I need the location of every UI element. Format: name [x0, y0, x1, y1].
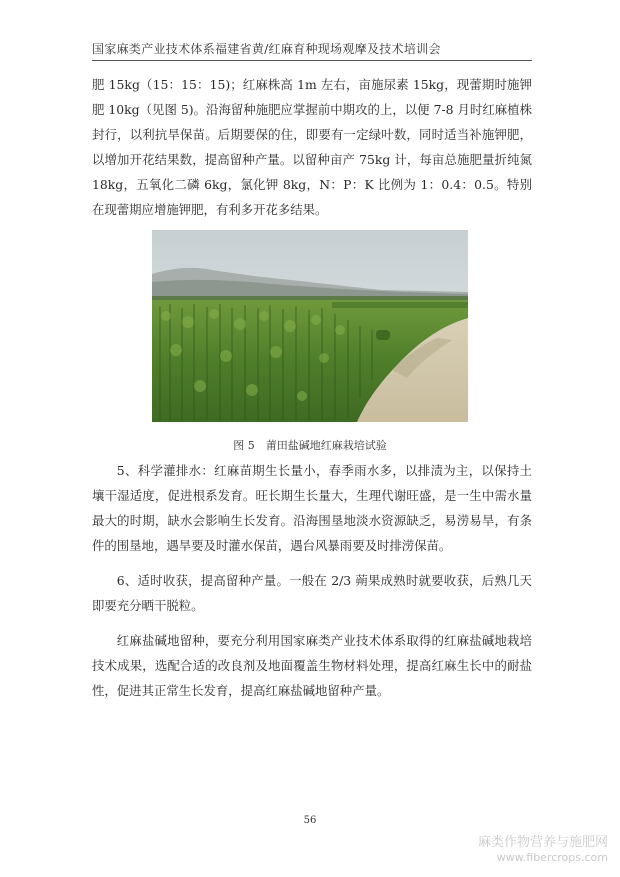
page-number: 56	[303, 815, 317, 826]
running-header: 国家麻类产业技术体系福建省黄/红麻育种现场观摩及技术培训会	[92, 42, 441, 56]
body-paragraph-irrigation: 5、科学灌排水：红麻苗期生长量小，春季雨水多，以排渍为主，以保持土壤干湿适度，促进根系发育。旺长期生长量大，生理代谢旺盛，是一生中需水量最大的时期，缺水会影响生长发育。沿海围垦地淡水资源缺乏，易涝易旱，有条件的围垦地，遇旱要及时灌水保苗，遇台风暴雨要及时排涝保苗。	[92, 463, 532, 553]
body-paragraph-fertilizer: 肥 15kg（15：15：15)；红麻株高 1m 左右，亩施尿素 15kg，现蕾期时施钾肥 10kg（见图 5)。沿海留种施肥应掌握前中期攻的上，以便 7-8 月时红麻植株封行，以利抗旱保苗。后期要保的住，即要有一定绿叶数，同时适当补施钾肥，以增加开花结果数，提高留种产量。以留种亩产 75kg 计，每亩总施肥量折纯氮 18kg，五氧化二磷 6kg，氯化钾 8kg，N：P：K 比例为 1：0.4：0.5。特别在现蕾期应增施钾肥，有利多开花多结果。	[92, 77, 532, 217]
watermark-title: 麻类作物营养与施肥网	[477, 835, 608, 850]
kenaf-field-illustration	[152, 230, 468, 422]
kenaf-field-photo	[152, 230, 468, 422]
watermark-url: www.fibercrops.com	[496, 851, 608, 864]
site-watermark	[478, 835, 608, 865]
body-paragraph-harvest: 6、适时收获，提高留种产量。一般在 2/3 蒴果成熟时就要收获，后熟几天即要充分晒干脱粒。	[92, 573, 532, 613]
body-paragraph-conclusion: 红麻盐碱地留种，要充分利用国家麻类产业技术体系取得的红麻盐碱地栽培技术成果，选配合适的改良剂及地面覆盖生物材料处理，提高红麻生长中的耐盐性，促进其正常生长发育，提高红麻盐碱地留种产量。	[92, 633, 532, 698]
figure-caption: 图 5 莆田盐碱地红麻栽培试验	[233, 439, 387, 452]
header-divider	[92, 60, 532, 61]
